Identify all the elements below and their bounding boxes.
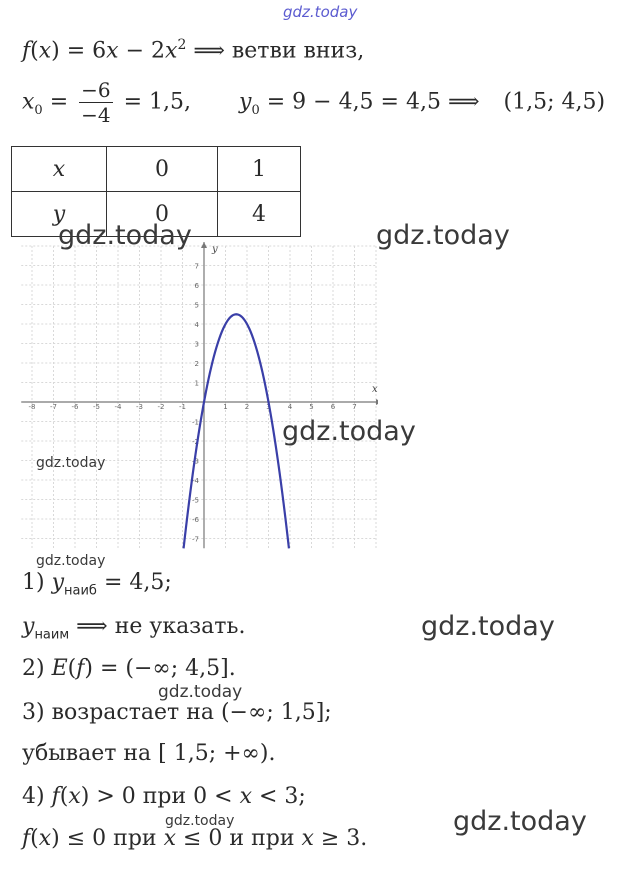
- x-tick-label: 3: [266, 403, 271, 411]
- y-tick-label: 3: [194, 340, 199, 349]
- answer-2: $y_{наим}$ ⟹ не указать.: [22, 614, 246, 643]
- parabola-graph: [18, 236, 378, 556]
- x-tick-label: -1: [179, 403, 186, 411]
- x-tick-label: -7: [50, 403, 57, 411]
- x-tick-label: 7: [352, 403, 357, 411]
- watermark: gdz.today: [158, 682, 243, 702]
- y-tick-label: -1: [192, 418, 199, 427]
- y-tick-label: -6: [192, 516, 199, 524]
- y-tick-label: 4: [194, 321, 199, 329]
- x-tick-label: 5: [309, 403, 314, 411]
- watermark: gdz.today: [421, 611, 555, 642]
- table-cell: 0: [107, 147, 218, 192]
- x-tick-label: -6: [71, 403, 79, 411]
- watermark: gdz.today: [376, 220, 510, 251]
- watermark-top: gdz.today: [283, 3, 358, 21]
- y-tick-label: -2: [192, 438, 199, 446]
- watermark: gdz.today: [453, 806, 587, 837]
- table-cell: 0: [107, 192, 218, 237]
- y-tick-label: 5: [194, 301, 199, 310]
- watermark: gdz.today: [36, 455, 106, 471]
- x-tick-label: 1: [223, 403, 228, 411]
- x-tick-label: -5: [93, 403, 100, 411]
- formula-line-2: $x_0$ = $\frac{-6}{-4}$ = 1,5, $y_0 = 9 - 4,5 = 4,5$ ⟹ (1,5; 4,5): [22, 78, 606, 127]
- answer-4: 3) возрастает на (−∞; 1,5];: [22, 700, 332, 725]
- watermark: gdz.today: [36, 553, 106, 569]
- y-tick-label: -5: [192, 496, 199, 505]
- y-tick-label: 7: [194, 262, 199, 271]
- watermark: gdz.today: [282, 416, 416, 447]
- x-axis-label: x: [372, 384, 378, 395]
- table-cell: 1: [218, 147, 301, 192]
- f-symbol: f: [22, 38, 31, 64]
- x-tick-label: -2: [157, 403, 165, 411]
- parabola-curve: [184, 314, 289, 548]
- table-cell: x: [12, 147, 107, 192]
- x-tick-label: 4: [287, 403, 293, 411]
- answer-3: 2) E(f) = (−∞; 4,5].: [22, 656, 236, 681]
- x-tick-label: 2: [244, 403, 250, 411]
- formula-line-1: $f(x) = 6x - 2x^2$ ⟹ ветви вниз,: [22, 37, 365, 64]
- watermark: gdz.today: [165, 813, 235, 829]
- x-tick-label: 6: [330, 403, 336, 411]
- y-tick-label: -3: [192, 457, 199, 466]
- x-tick-label: -4: [114, 403, 122, 411]
- y-axis-label: y: [212, 244, 218, 255]
- watermark: gdz.today: [58, 220, 192, 251]
- y-tick-label: 2: [194, 360, 199, 368]
- x-tick-label: -8: [28, 403, 36, 411]
- table-cell: y: [12, 192, 107, 237]
- answer-6: 4) f(x) > 0 при 0 < x < 3;: [22, 784, 306, 809]
- x-tick-label: -3: [136, 403, 143, 411]
- answer-7: f(x) ≤ 0 при x ≤ 0 и при x ≥ 3.: [22, 826, 368, 851]
- y-tick-label: 6: [194, 282, 199, 290]
- x-axis-arrow: [376, 399, 378, 405]
- vertex-point: (1,5; 4,5): [503, 89, 606, 115]
- table-row: [12, 147, 301, 192]
- y-tick-label: -7: [192, 535, 199, 544]
- y-tick-label: -4: [192, 477, 199, 485]
- y-axis-arrow: [201, 242, 207, 248]
- answer-5: убывает на [ 1,5; +∞).: [22, 741, 276, 766]
- table-cell: 4: [218, 192, 301, 237]
- fraction: $\frac{-6}{-4}$: [81, 78, 111, 127]
- y-tick-label: 1: [194, 379, 199, 388]
- answer-1: 1) $y_{наиб} = 4,5$;: [22, 570, 172, 599]
